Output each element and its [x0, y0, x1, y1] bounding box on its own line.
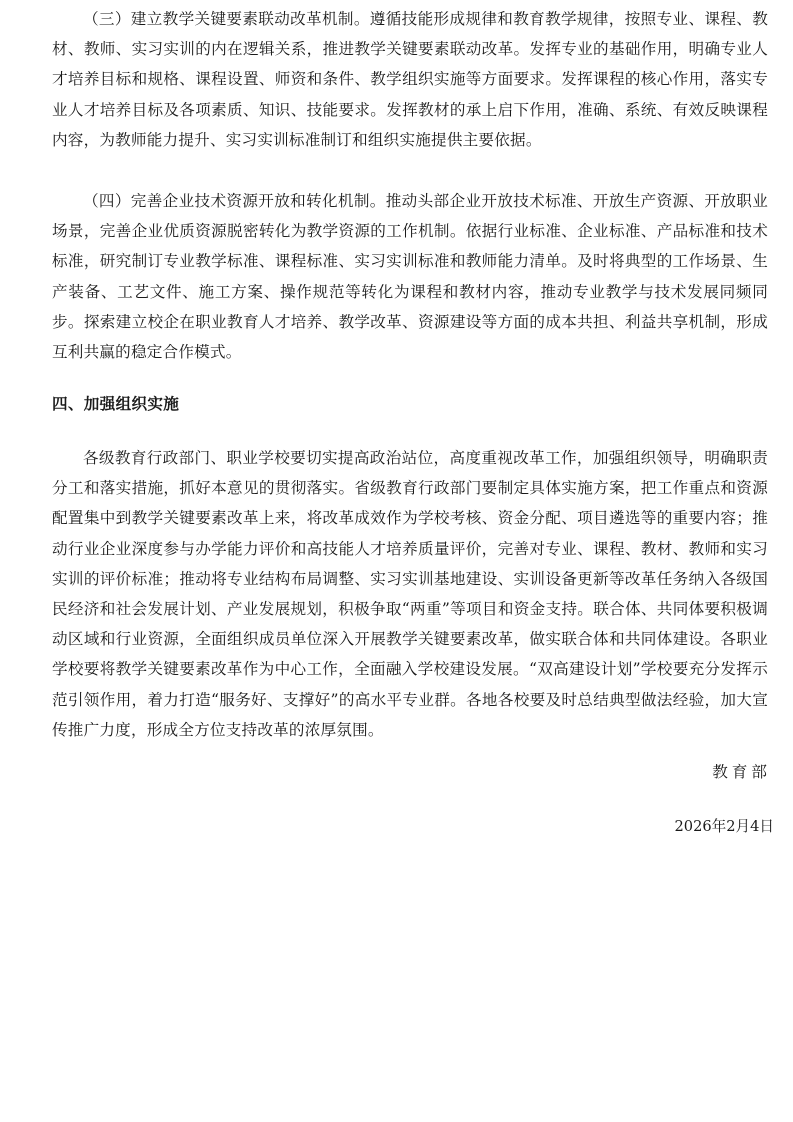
section-heading: 四、加强组织实施 — [52, 394, 180, 413]
paragraph-mechanism-reform: （三）建立教学关键要素联动改革机制。遵循技能形成规律和教育教学规律，按照专业、课程、教材、教师、实习实训的内在逻辑关系，推进教学关键要素联动改革。发挥专业的基础作用，明确专业人才培养目标和规格、课程设置、师资和条件、教学组织实施等方面要求。发挥课程的核心作用，落实专业人才培养目标及各项素质、知识、技能要求。发挥教材的承上启下作用，准确、系统、有效反映课程内容，为教师能力提升、实习实训标准制订和组织实施提供主要依据。 — [52, 10, 768, 149]
issuer-signature: 教育部 — [712, 763, 771, 781]
issue-date: 2026年2月4日 — [674, 818, 774, 835]
paragraph-organization: 各级教育行政部门、职业学校要切实提高政治站位，高度重视改革工作，加强组织领导，明确职责分工和落实措施，抓好本意见的贯彻落实。省级教育行政部门要制定具体实施方案，把工作重点和资源配置集中到教学关键要素改革上来，将改革成效作为学校考核、资金分配、项目遴选等的重要内容；推动行业企业深度参与办学能力评价和高技能人才培养质量评价，完善对专业、课程、教材、教师和实习实训的评价标准；推动将专业结构布局调整、实习实训基地建设、实训设备更新等改革任务纳入各级国民经济和社会发展计划、产业发展规划，积极争取“两重”等项目和资金支持。联合体、共同体要积极调动区域和行业资源，全面组织成员单位深入开展教学关键要素改革，做实联合体和共同体建设。各职业学校要将教学关键要素改革作为中心工作，全面融入学校建设发展。“双高建设计划”学校要充分发挥示范引领作用，着力打造“服务好、支撑好”的高水平专业群。各地各校要及时总结典型做法经验，加大宣传推广力度，形成全方位支持改革的浓厚氛围。 — [52, 449, 768, 739]
paragraph-enterprise-resources: （四）完善企业技术资源开放和转化机制。推动头部企业开放技术标准、开放生产资源、开放职业场景，完善企业优质资源脱密转化为教学资源的工作机制。依据行业标准、企业标准、产品标准和技术标准，研究制订专业教学标准、课程标准、实习实训标准和教师能力清单。及时将典型的工作场景、生产装备、工艺文件、施工方案、操作规范等转化为课程和教材内容，推动专业教学与技术发展同频同步。探索建立校企在职业教育人才培养、教学改革、资源建设等方面的成本共担、利益共享机制，形成互利共赢的稳定合作模式。 — [52, 192, 768, 362]
